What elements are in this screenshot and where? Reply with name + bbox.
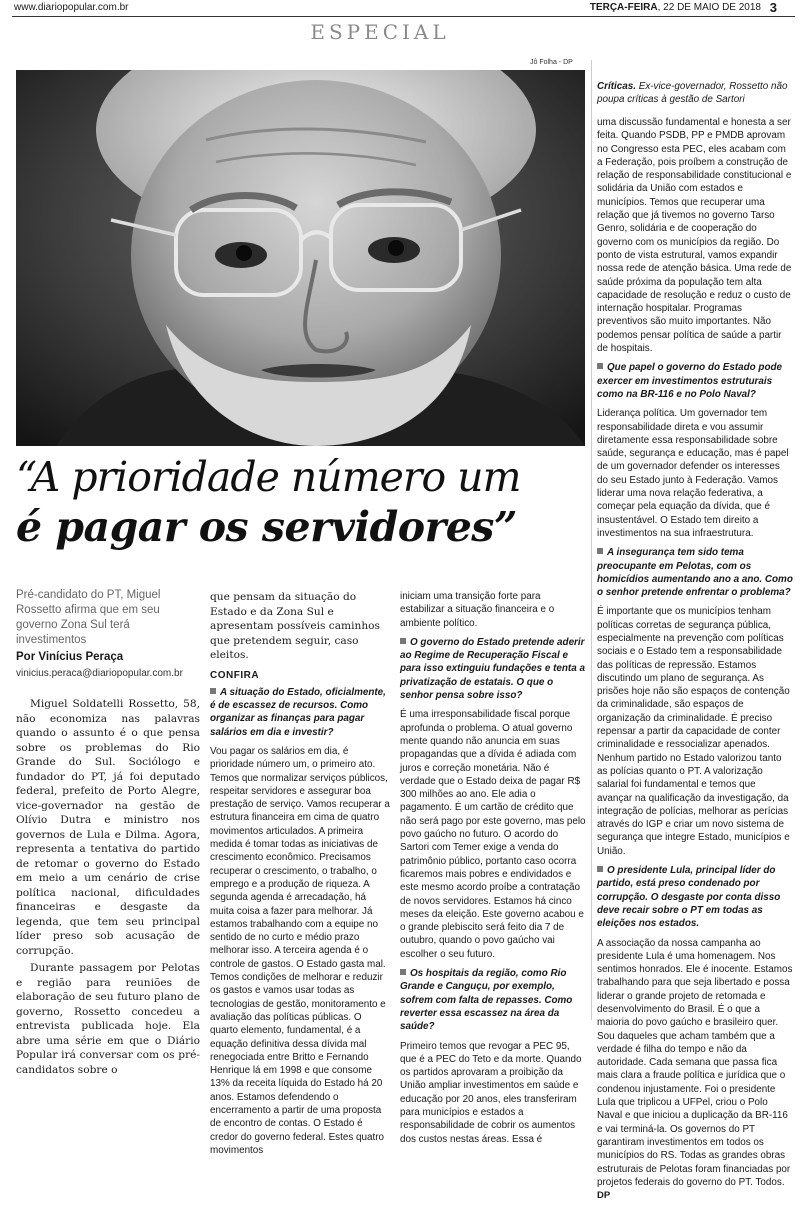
headline <box>16 452 591 552</box>
question-2: O governo do Estado pretende aderir ao Regime de Recuperação Fiscal e para isso extinguiu fundações e tenta a privatização de estatais. O que o senhor pensa sobre isso? <box>400 636 585 702</box>
intro-column <box>16 697 200 1080</box>
answer-5: É importante que os municípios tenham políticas corretas de segurança pública, especialmente na prevenção com políticas sociais e o Estado tem a responsabilidade das políticas de repressão. Estamos discutindo um plano de segurança. As prisões hoje não são espaços de contenção da criminalidade, são espaços de organização da criminalidade. É preciso repensar a partir da capacidade de conter criminalidade e ressocializar apenados. Nenhum partido no Estado valorizou tanto as polícias quanto o PT. A valorização salarial foi fundamental e temos que avançar na qualificação da investigação, da integração de polícias, melhorar as perícias através do IGP e criar um novo sistema de segurança que integre Estado, municípios e União. <box>597 606 790 857</box>
column-divider <box>591 60 592 1020</box>
question-3: Os hospitais da região, como Rio Grande e Canguçu, por exemplo, sofrem com falta de repasses. Como reverter essa escassez na área da saúde? <box>400 967 586 1033</box>
intro-paragraph: Miguel Soldatelli Rossetto, 58, não economiza nas palavras quando o assunto é o que pensa sobre os problemas do Rio Grande do Sul. Sociólogo e fundador do PT, já foi deputado federal, prefeito de Porto Alegre, vice-governador na gestão de Olívio Dutra e ministro nos governos de Lula e Dilma. Agora, representa a tentativa do partido de retomar o governo do Estado em meio a um cenário de crise política nacional, dificuldades financeiras e desgaste da legenda, que tem seu principal líder preso sob acusação de corrupção. <box>16 698 200 957</box>
subhead: Pré-candidato do PT, Miguel Rossetto afirma que em seu governo Zona Sul terá investimentos <box>16 589 161 646</box>
answer-1: Vou pagar os salários em dia, é prioridade número um, o primeiro ato. Temos que normalizar serviços públicos, respeitar servidores e assegurar boa prestação de serviço. Vamos recuperar a estrutura financeira em cima de quatro movimentos articulados. A primeira medida é tomar todas as iniciativas de crescimento econômico. Precisamos recuperar o crescimento, o trabalho, o emprego e a produção de riqueza. A segunda agenda é arrecadação, há muita coisa a fazer para melhorar. Já estamos trabalhando com a equipe no sentido de no curto e médio prazo melhorar isso. A terceira agenda é o controle de gastos. O Estado gasta mal. Temos condições de melhorar e reduzir os gastos e vamos usar todas as tecnologias de gestão, monitoramento e avaliação das políticas públicas. O quarto elemento, fundamental, é a equação definitiva dessa dívida mal renegociada entre Britto e Fernando Henrique lá em 1998 e que consome 13% da receita líquida do Estado há 20 anos. Estamos defendendo o encerramento a partir de uma proposta de encontro de contas. O Estado é credor do governo federal. Estes quatro movimentos <box>210 745 390 1156</box>
intro-continuation: que pensam da situação do Estado e da Zona Sul e apresentam possíveis caminhos que pretendem seguir, caso eleitos. <box>210 591 380 661</box>
interview-column-2 <box>400 590 586 1152</box>
interview-column-3 <box>597 81 793 1208</box>
answer-2: É uma irresponsabilidade fiscal porque aprofunda o problema. O atual governo mente quando não anuncia em suas propagandas que a dívida é adiada com juros e correção monetária. Não é verdade que o Estado deixa de pagar R$ 300 milhões ao ano. Ele adia o pagamento. É um cartão de crédito que não será pago por este governo, mas pelo povo gaúcho no futuro. O acordo do Sartori com Temer exige a venda do patrimônio público, portanto caso ocorra ficaremos mais pobres e endividados e este mesmo acordo proíbe a contratação de novos servidores. Estamos há cinco meses da eleição. Este governo acabou e o grande plebiscito será feito dia 7 de outubro, quando o povo gaúcho vai escolher o seu futuro. <box>400 709 586 960</box>
header-weekday: TERÇA-FEIRA <box>589 2 658 13</box>
section-label: ESPECIAL <box>310 20 450 44</box>
byline-author: Por Vinícius Peraça <box>16 651 124 663</box>
page-number: 3 <box>769 0 777 15</box>
header-divider <box>12 16 795 17</box>
answer-6-text: A associação da nossa campanha ao presidente Lula é uma homenagem. Nos sentimos honrados. Ele é inocente. Estamos trabalhando para que seja libertado e possa liderar o grande projeto de retomada e desenvolvimento do Brasil. É o que a maioria do povo gaúcho e brasileiro quer. Sou daqueles que acham também que a verdade é filha do tempo e não da autoridade. Cada semana que passa fica mais clara a fraude política e jurídica que o condenou injustamente. Foi o presidente Lula que triplicou a UFPel, criou o Polo Naval e que iniciou a duplicação da BR-116 e vai terminá-la. Os governos do PT garantiram investimentos em todos os municípios do RS. Todas as grandes obras estruturais de Pelotas foram financiadas por projetos federais do governo do PT. Todos. <box>597 937 793 1188</box>
question-6: O presidente Lula, principal líder do partido, está preso condenado por corrupção. O desgaste por conta disso deve recair sobre o PT em todas as eleições nos estados. <box>597 864 793 930</box>
header-date <box>590 2 761 13</box>
intro-paragraph: Durante passagem por Pelotas e região para reuniões de elaboração de seu futuro plano de governo, Rossetto concedeu a entrevista publicada hoje. Ela abre uma série em que o Diário Popular irá conversar com os pré-candidatos sobre o <box>16 962 200 1076</box>
header-date-text: , 22 DE MAIO DE 2018 <box>657 2 761 13</box>
question-5: A insegurança tem sido tema preocupante em Pelotas, com os homicídios aumentando ano a ano. Como o senhor pretende enfrentar o problema? <box>597 547 793 599</box>
question-1: A situação do Estado, oficialmente, é de escassez de recursos. Como organizar as finanças para pagar salários em dia e investir? <box>210 686 390 739</box>
portrait-illustration <box>16 70 585 446</box>
answer-3-continued: uma discussão fundamental e honesta a ser feita. Quando PSDB, PP e PMDB aprovam no Congresso esta PEC, eles acabam com a Federação, pois proíbem a construção de relação de responsabilidade constitucional e solidária da União com estados e municípios. Temos que recuperar uma relação que já tivemos no governo Tarso Genro, solidária e de cooperação do governo com os municípios da região. Do ponto de vista estrutural, vamos expandir nossa rede de atenção básica. Uma rede de saúde próxima da população tem alta capacidade de resolução e reduz o custo de internação hospitalar. Programas preventivos são muito importantes. Não podemos pensar política de saúde a partir de hospitais. <box>597 117 792 355</box>
answer-1-continued: iniciam uma transição forte para estabilizar a situação financeira e o ambiente político. <box>400 591 555 629</box>
photo-caption-text: Ex-vice-governador, Rossetto não poupa críticas à gestão de Sartori <box>597 81 788 105</box>
photo-caption <box>597 81 793 106</box>
photo-credit: Jô Folha - DP <box>530 59 573 66</box>
interview-photo <box>16 70 585 446</box>
confira-label: CONFIRA <box>210 669 260 681</box>
headline-line-2: é pagar os servidores” <box>16 503 517 551</box>
photo-caption-title: Críticas. <box>597 81 636 92</box>
signature-dp: DP <box>597 1190 611 1202</box>
interview-column-1 <box>210 590 390 1163</box>
answer-6 <box>597 937 793 1203</box>
answer-4: Liderança política. Um governador tem responsabilidade direta e vou assumir diretamente essa responsabilidade sobre saúde, segurança e educação, mas é papel de um governador defender os interesses do seu Estado junto à Federação. Vamos liderar uma nova relação federativa, a começar pela equação da dívida, que é insustentável. O Estado tem direito a investimentos na sua infraestrutura. <box>597 408 789 539</box>
site-url[interactable]: www.diariopopular.com.br <box>14 2 129 13</box>
headline-line-1: “A prioridade número um <box>16 453 521 501</box>
byline-email[interactable]: vinicius.peraca@diariopopular.com.br <box>16 668 183 679</box>
answer-3: Primeiro temos que revogar a PEC 95, que é a PEC do Teto e da morte. Quando os partidos aprovaram a proibição da União ampliar investimentos em saúde e educação por 20 anos, eles transferiram para municípios e estados a responsabilidade de cobrir os aumentos dos custos nestas áreas. Essa é <box>400 1040 582 1145</box>
question-4: Que papel o governo do Estado pode exercer em investimentos estruturais como na BR-116 e no Polo Naval? <box>597 361 793 401</box>
